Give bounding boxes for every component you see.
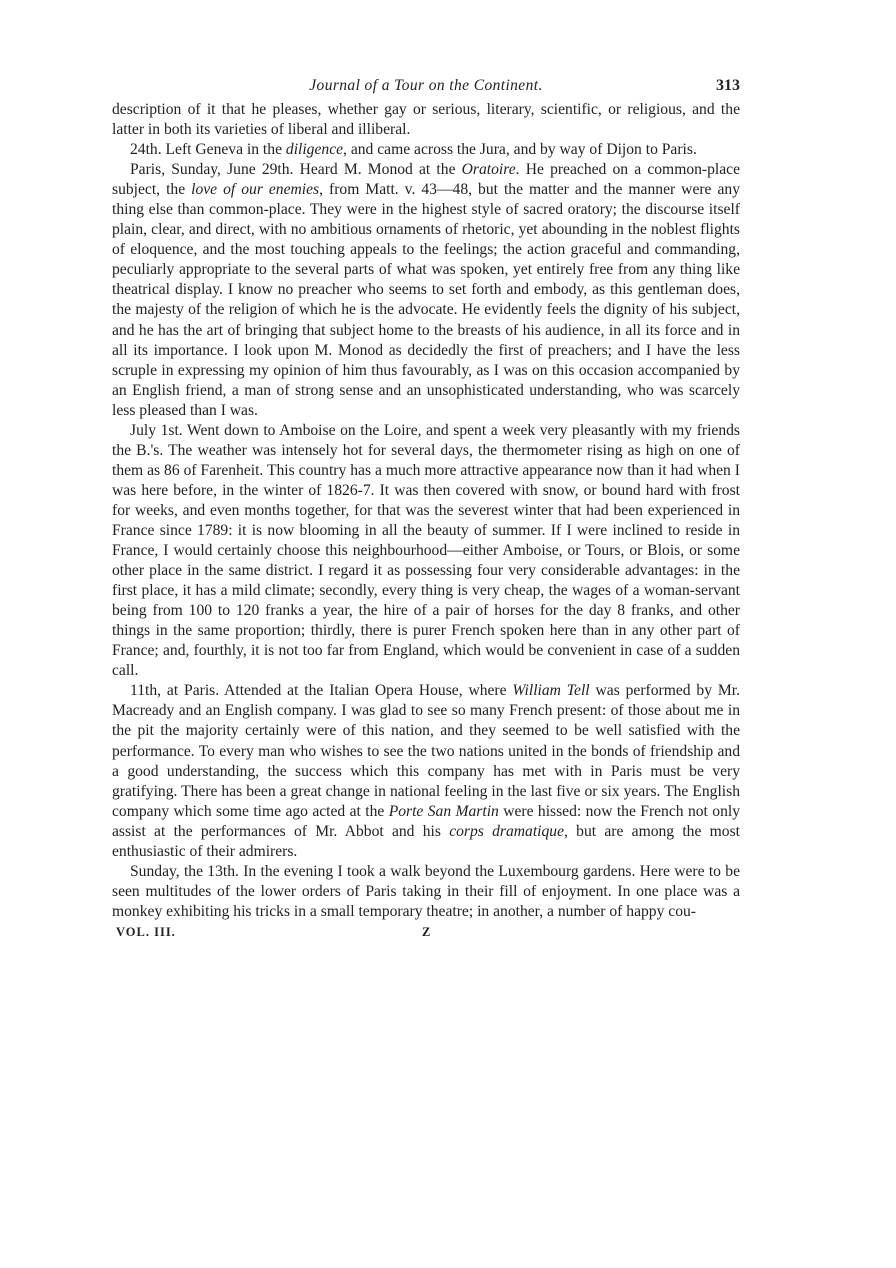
- paragraph-july-1st: [112, 421, 740, 682]
- paragraph-continuation: [112, 100, 740, 140]
- italic-phrase: corps dramatique: [449, 822, 565, 840]
- text-run: was performed by Mr. Macready and an English company. I was glad to see so many French present: of those about me in the pit the majority certainly were of this nation, and they seemed to be well satisfied with the performance. To every man who wishes to see the two nations united in the bonds of friendship and a good understanding, the success which this company has met with in Paris must be very gratifying. There has been a great change in national feeling in the last five or six years. The English company which some time ago acted at the: [112, 682, 740, 820]
- page-body: [112, 100, 740, 922]
- text-run: , from Matt. v. 43—48, but the matter and the manner were any thing else than common-place. They were in the highest style of sacred oratory; the discourse itself plain, clear, and direct, with no ambitious ornaments of rhetoric, yet abounding in the noblest flights of eloquence, and the most touching appeals to the feelings; the action graceful and commanding, peculiarly appropriate to the several parts of what was spoken, yet entirely free from any thing like theatrical display. I know no preacher who seems to set forth and embody, as this gentleman does, the majesty of the religion of which he is the advocate. He evidently feels the dignity of his subject, and he has the art of bringing that subject home to the breasts of his audience, in all its force and in all its importance. I look upon M. Monod as decidedly the first of preachers; and I have the less scruple in expressing my opinion of him thus favourably, as I was on this occasion accompanied by an English friend, a man of strong sense and an unsophisticated understanding, who was scarcely less pleased than I was.: [112, 181, 740, 419]
- text-run: July 1st. Went down to Amboise on the Loire, and spent a week very pleasantly with my friends the B.'s. The weather was intensely hot for several days, the thermometer rising as high on one of them as 86 of Farenheit. This country has a much more attractive appearance now than it had when I was here before, in the winter of 1826-7. It was then covered with snow, or bound hard with frost for weeks, and even months together, for that was the severest winter that had been experienced in France since 1789: it is now blooming in all the beauty of summer. If I were inclined to reside in France, I would certainly choose this neighbourhood—either Amboise, or Tours, or Blois, or some other place in the same district. I regard it as possessing four very considerable advantages: in the first place, it has a mild climate; secondly, every thing is very cheap, the wages of a woman-servant being from 100 to 120 franks a year, the hire of a pair of horses for the day 8 franks, and other things in the same proportion; thirdly, there is purer French spoken here than in any other part of France; and, fourthly, it is not too far from England, which would be convenient in case of a sudden call.: [112, 421, 740, 680]
- signature-mark: Z: [422, 924, 431, 939]
- text-run: , and came across the Jura, and by way of Dijon to Paris.: [343, 141, 697, 159]
- text-run: . He preached on a common-place subject, the: [112, 161, 740, 199]
- running-head: [112, 74, 740, 100]
- italic-phrase: love of our enemies: [191, 181, 320, 199]
- text-run: were hissed: now the French not only assist at the performances of Mr. Abbot and his: [112, 802, 740, 840]
- paragraph-13th: [112, 862, 740, 922]
- page-footer: [112, 923, 740, 943]
- text-run: Paris, Sunday, June 29th. Heard M. Monod at the: [130, 161, 462, 179]
- paragraph-24th: [112, 140, 740, 160]
- page-number: 313: [716, 77, 740, 94]
- text-run: 24th. Left Geneva in the: [130, 141, 286, 159]
- italic-phrase: Oratoire: [461, 161, 516, 179]
- text-run: description of it that he pleases, whether gay or serious, literary, scientific, or religious, and the latter in both its varieties of liberal and illiberal.: [112, 101, 740, 139]
- volume-mark: VOL. III.: [116, 924, 176, 939]
- text-run: Sunday, the 13th. In the evening I took a walk beyond the Luxembourg gardens. Here were to be seen multitudes of the lower orders of Paris taking in their fill of enjoyment. In one place was a monkey exhibiting his tricks in a small temporary theatre; in another, a number of happy cou-: [112, 862, 740, 920]
- paragraph-11th: [112, 681, 740, 861]
- paragraph-june-29th: [112, 160, 740, 421]
- italic-phrase: Porte San Martin: [388, 802, 499, 820]
- book-page: [112, 74, 740, 943]
- text-run: 11th, at Paris. Attended at the Italian Opera House, where: [130, 682, 513, 700]
- italic-phrase: diligence: [285, 141, 344, 159]
- italic-phrase: William Tell: [512, 682, 590, 700]
- running-title: Journal of a Tour on the Continent.: [309, 77, 543, 94]
- text-run: , but are among the most enthusiastic of their admirers.: [112, 822, 740, 860]
